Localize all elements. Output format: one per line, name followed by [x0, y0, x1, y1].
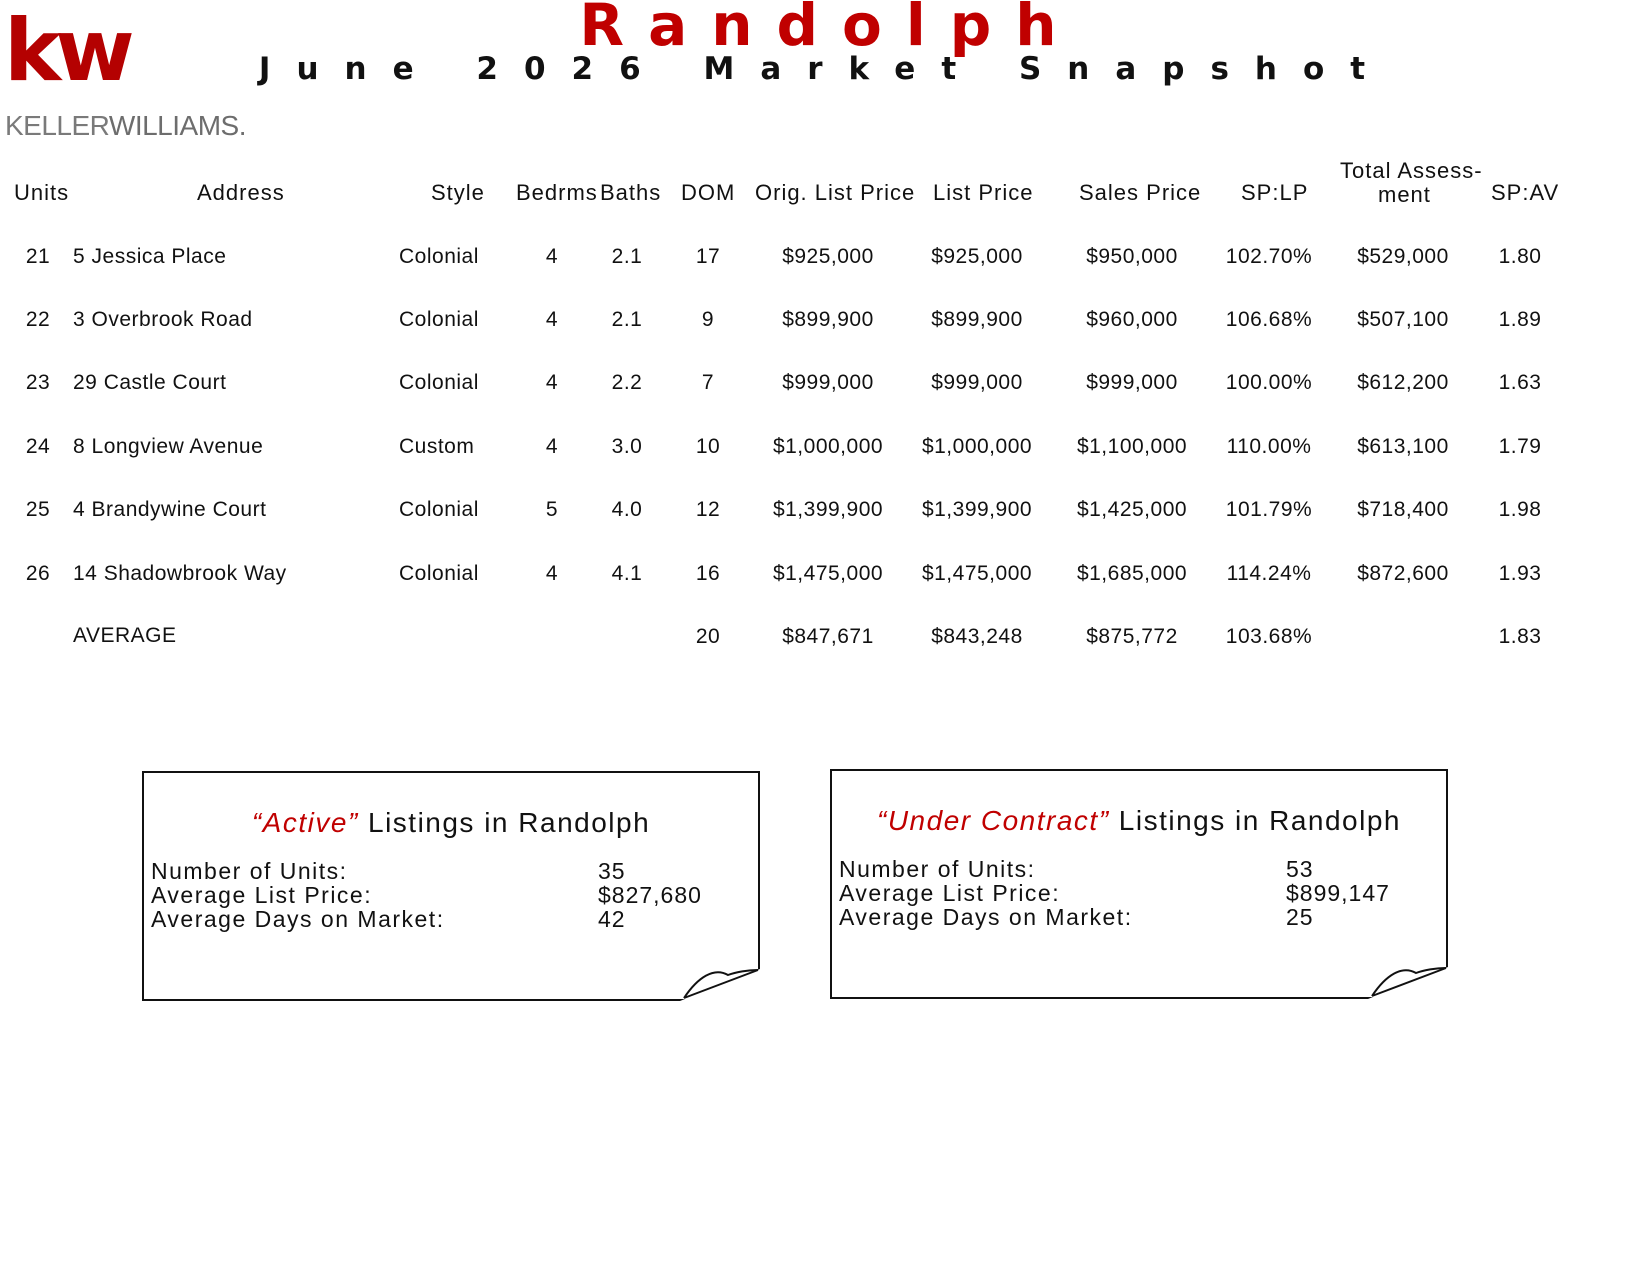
cell-address: 29 Castle Court	[73, 371, 227, 394]
contract-dom-label: Average Days on Market:	[839, 904, 1133, 930]
cell-style: Colonial	[399, 562, 479, 585]
cell-list-price: $1,399,900	[921, 498, 1033, 521]
cell-orig-list-price: $1,000,000	[772, 435, 884, 458]
cell-total-assessment: $718,400	[1357, 498, 1449, 521]
cell-bedrooms: 5	[545, 498, 559, 521]
cell-baths: 2.2	[611, 371, 643, 394]
cell-bedrooms: 4	[545, 245, 559, 268]
cell-address: 14 Shadowbrook Way	[73, 562, 287, 585]
active-dom-value: 42	[598, 906, 626, 932]
cell-orig-list-price: $899,900	[782, 308, 874, 331]
cell-days-on-market: 10	[695, 435, 721, 458]
header-total-assessment-line2: ment	[1378, 182, 1431, 207]
cell-baths: 2.1	[611, 245, 643, 268]
cell-sp-av: 1.79	[1498, 435, 1542, 458]
cell-orig-list-price: $1,475,000	[772, 562, 884, 585]
cell-sp-lp: 114.24%	[1226, 562, 1312, 585]
cell-unit-number: 25	[25, 498, 51, 521]
active-price-value: $827,680	[598, 882, 702, 908]
cell-total-assessment: $872,600	[1357, 562, 1449, 585]
header-dom: DOM	[681, 180, 736, 205]
cell-list-price: $999,000	[931, 371, 1023, 394]
contract-card-title-emphasis: “Under Contract”	[877, 805, 1110, 836]
active-listings-card	[142, 771, 760, 1001]
cell-days-on-market: 16	[695, 562, 721, 585]
average-orig-list-price: $847,671	[782, 625, 874, 648]
under-contract-listings-card	[830, 769, 1448, 999]
average-label: AVERAGE	[73, 624, 177, 647]
active-units-label: Number of Units:	[151, 858, 348, 884]
cell-list-price: $1,475,000	[921, 562, 1033, 585]
active-card-title-text: Listings in Randolph	[358, 807, 651, 838]
cell-sales-price: $1,100,000	[1076, 435, 1188, 458]
cell-baths: 3.0	[611, 435, 643, 458]
active-units-value: 35	[598, 858, 626, 884]
cell-sp-av: 1.98	[1498, 498, 1542, 521]
cell-sp-lp: 110.00%	[1226, 435, 1312, 458]
contract-card-title-text: Listings in Randolph	[1109, 805, 1401, 836]
cell-bedrooms: 4	[545, 308, 559, 331]
page-curl-icon	[680, 969, 760, 1001]
cell-total-assessment: $529,000	[1357, 245, 1449, 268]
cell-baths: 4.0	[611, 498, 643, 521]
average-sp-av: 1.83	[1498, 625, 1542, 648]
cell-unit-number: 26	[25, 562, 51, 585]
page-subtitle: June 2026 Market Snapshot	[258, 51, 1392, 87]
cell-address: 8 Longview Avenue	[73, 435, 264, 458]
cell-total-assessment: $507,100	[1357, 308, 1449, 331]
cell-orig-list-price: $999,000	[782, 371, 874, 394]
cell-baths: 4.1	[611, 562, 643, 585]
header-address: Address	[197, 180, 285, 205]
cell-sp-av: 1.93	[1498, 562, 1542, 585]
cell-sp-lp: 106.68%	[1225, 308, 1313, 331]
header-baths: Baths	[600, 180, 662, 205]
contract-price-label: Average List Price:	[839, 880, 1061, 906]
cell-list-price: $1,000,000	[921, 435, 1033, 458]
cell-total-assessment: $612,200	[1357, 371, 1449, 394]
cell-baths: 2.1	[611, 308, 643, 331]
cell-style: Colonial	[399, 308, 479, 331]
page-title: Randolph	[579, 0, 1081, 59]
header-sp-av: SP:AV	[1491, 180, 1560, 205]
cell-sp-lp: 101.79%	[1225, 498, 1313, 521]
cell-sp-av: 1.89	[1498, 308, 1542, 331]
cell-unit-number: 21	[25, 245, 51, 268]
page-curl-icon	[1368, 967, 1448, 999]
header-total-assessment-line1: Total Assess-	[1340, 158, 1483, 183]
cell-style: Colonial	[399, 371, 479, 394]
logo-wordmark	[5, 110, 246, 142]
cell-sp-lp: 100.00%	[1225, 371, 1313, 394]
cell-unit-number: 23	[25, 371, 51, 394]
cell-bedrooms: 4	[545, 562, 559, 585]
cell-sales-price: $1,425,000	[1076, 498, 1188, 521]
cell-sales-price: $950,000	[1086, 245, 1178, 268]
active-card-title-emphasis: “Active”	[251, 807, 359, 838]
cell-style: Colonial	[399, 245, 479, 268]
active-card-title	[144, 807, 758, 839]
average-list-price: $843,248	[931, 625, 1023, 648]
cell-address: 4 Brandywine Court	[73, 498, 267, 521]
active-dom-label: Average Days on Market:	[151, 906, 445, 932]
cell-bedrooms: 4	[545, 371, 559, 394]
cell-orig-list-price: $925,000	[782, 245, 874, 268]
contract-units-label: Number of Units:	[839, 856, 1036, 882]
average-dom: 20	[695, 625, 721, 648]
header-sales-price: Sales Price	[1079, 180, 1202, 205]
cell-address: 3 Overbrook Road	[73, 308, 253, 331]
header-units: Units	[14, 180, 70, 205]
cell-sp-av: 1.63	[1498, 371, 1542, 394]
contract-dom-value: 25	[1286, 904, 1314, 930]
cell-unit-number: 24	[25, 435, 51, 458]
logo-word-williams: WILLIAMS.	[108, 110, 246, 141]
contract-price-value: $899,147	[1286, 880, 1390, 906]
header-orig-list-price: Orig. List Price	[755, 180, 916, 205]
average-sales-price: $875,772	[1086, 625, 1178, 648]
cell-orig-list-price: $1,399,900	[772, 498, 884, 521]
cell-list-price: $899,900	[931, 308, 1023, 331]
contract-card-title	[832, 805, 1446, 837]
cell-sales-price: $1,685,000	[1076, 562, 1188, 585]
cell-style: Colonial	[399, 498, 479, 521]
kw-logo-mark: kw	[4, 1, 129, 101]
cell-days-on-market: 9	[701, 308, 715, 331]
cell-sales-price: $960,000	[1086, 308, 1178, 331]
active-price-label: Average List Price:	[151, 882, 373, 908]
contract-units-value: 53	[1286, 856, 1314, 882]
cell-sp-av: 1.80	[1498, 245, 1542, 268]
header-list-price: List Price	[933, 180, 1034, 205]
cell-bedrooms: 4	[545, 435, 559, 458]
cell-total-assessment: $613,100	[1357, 435, 1449, 458]
header-style: Style	[431, 180, 485, 205]
cell-sales-price: $999,000	[1086, 371, 1178, 394]
cell-unit-number: 22	[25, 308, 51, 331]
average-sp-lp: 103.68%	[1225, 625, 1313, 648]
logo-word-keller: KELLER	[5, 110, 109, 141]
cell-sp-lp: 102.70%	[1225, 245, 1313, 268]
header-sp-lp: SP:LP	[1241, 180, 1309, 205]
cell-list-price: $925,000	[931, 245, 1023, 268]
cell-days-on-market: 12	[695, 498, 721, 521]
cell-days-on-market: 7	[701, 371, 715, 394]
cell-style: Custom	[399, 435, 475, 458]
cell-address: 5 Jessica Place	[73, 245, 227, 268]
cell-days-on-market: 17	[695, 245, 721, 268]
header-bedrms: Bedrms	[516, 180, 598, 205]
